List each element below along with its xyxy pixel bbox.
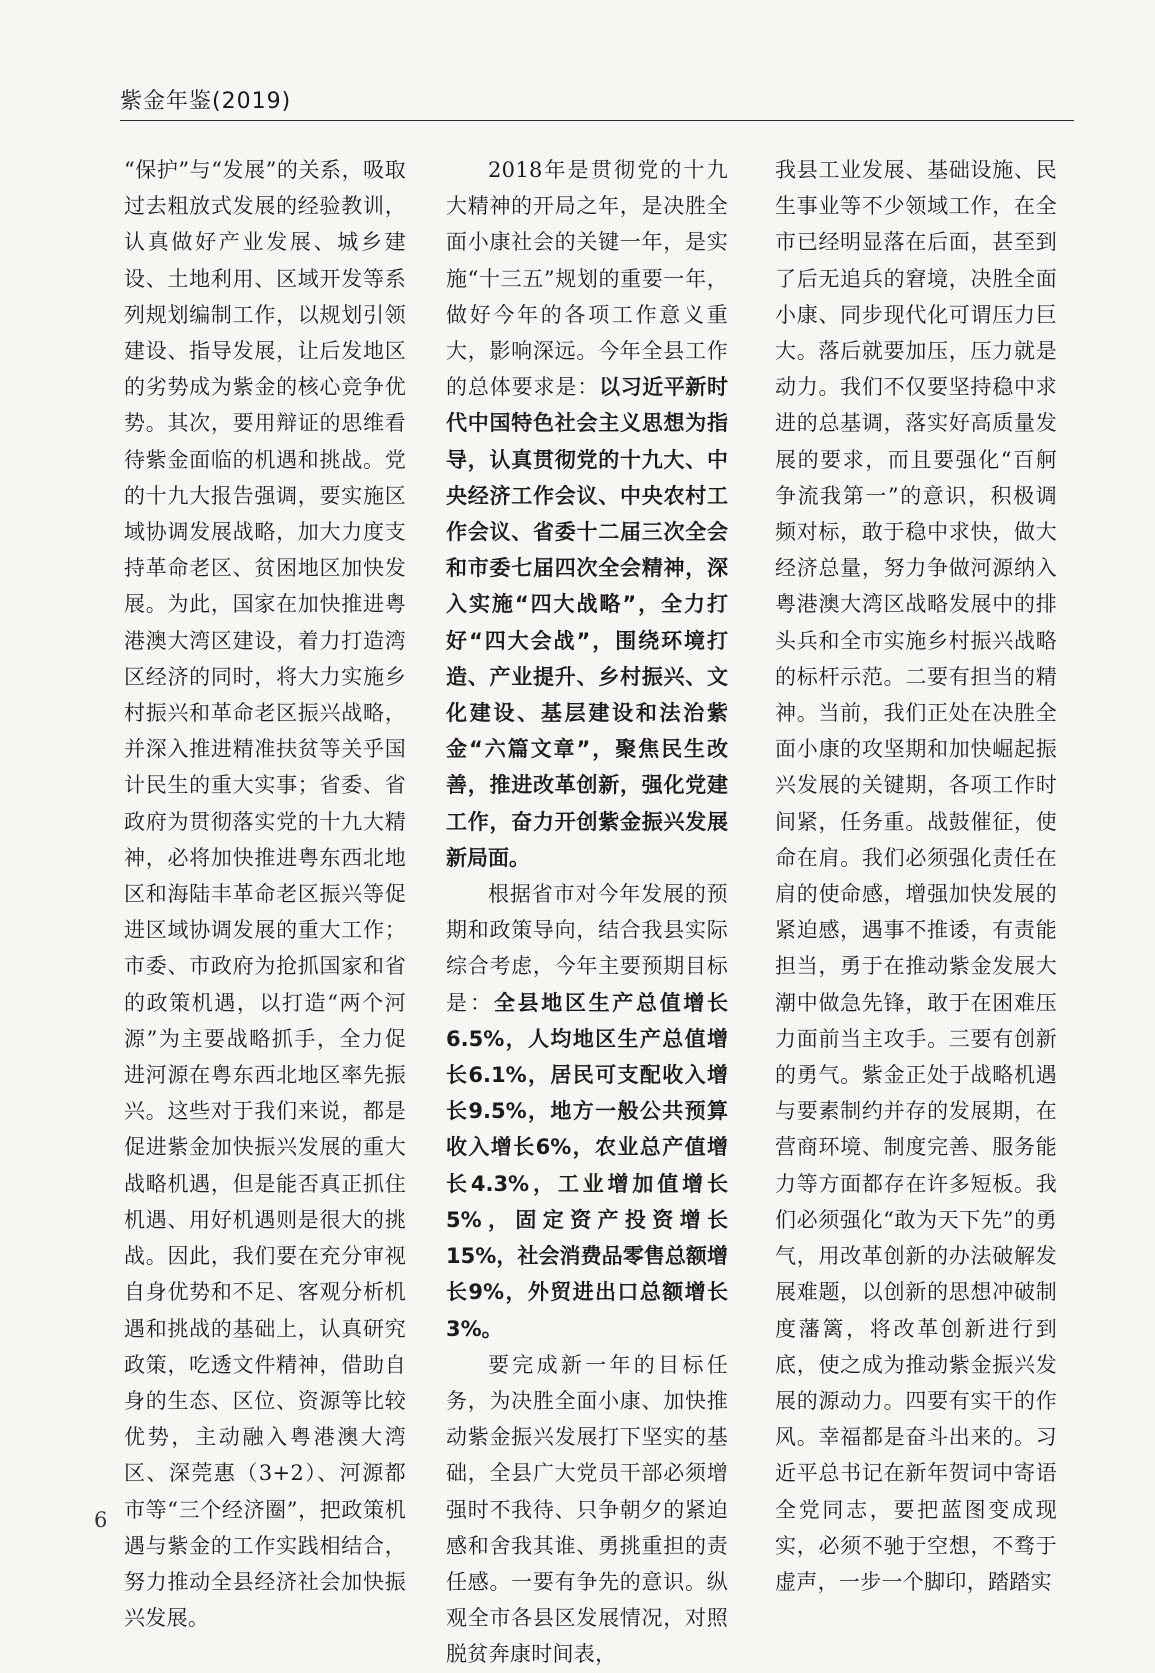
paragraph-text: 根据省市对今年发展的预期和政策导向，结合我县实际综合考虑，今年主要预期目标是： xyxy=(446,882,728,1015)
bold-targets-text: 全县地区生产总值增长6.5%，人均地区生产总值增长6.1%，居民可支配收入增长9.5%，地方一般公共预算收入增长6%，农业总产值增长4.3%，工业增加值增长5%，固定资产投资增长15%，社会消费品零售总额增长9%，外贸进出口总额增长3%。 xyxy=(446,990,728,1341)
text-column-right xyxy=(775,152,1057,1600)
paragraph xyxy=(446,152,728,876)
running-header: 紫金年鉴(2019) xyxy=(120,89,292,114)
text-column-left xyxy=(124,152,406,1636)
paragraph xyxy=(446,876,728,1347)
paragraph: 要完成新一年的目标任务，为决胜全面小康、加快推动紫金振兴发展打下坚实的基础，全县广大党员干部必须增强时不我待、只争朝夕的紧迫感和舍我其谁、勇挑重担的责任感。一要有争先的意识。纵观全市各县区发展情况，对照脱贫奔康时间表， xyxy=(446,1352,728,1667)
page-number: 6 xyxy=(94,1508,108,1532)
text-column-middle xyxy=(446,152,728,1673)
paragraph-text: 2018年是贯彻党的十九大精神的开局之年，是决胜全面小康社会的关键一年，是实施“十三五”规划的重要一年，做好今年的各项工作意义重大，影响深远。今年全县工作的总体要求是： xyxy=(446,158,728,400)
bold-requirement-text: 以习近平新时代中国特色社会主义思想为指导，认真贯彻党的十九大、中央经济工作会议、中央农村工作会议、省委十二届三次全会和市委七届四次全会精神，深入实施“四大战略”，全力打好“四大会战”，围绕环境打造、产业提升、乡村振兴、文化建设、基层建设和法治紫金“六篇文章”，聚焦民生改善，推进改革创新，强化党建工作，奋力开创紫金振兴发展新局面。 xyxy=(446,375,728,870)
paragraph: 我县工业发展、基础设施、民生事业等不少领域工作，在全市已经明显落在后面，甚至到了后无追兵的窘境，决胜全面小康、同步现代化可谓压力巨大。落后就要加压，压力就是动力。我们不仅要坚持稳中求进的总基调，落实好高质量发展的要求，而且要强化“百舸争流我第一”的意识，积极调频对标，敢于稳中求快，做大经济总量，努力争做河源纳入粤港澳大湾区战略发展中的排头兵和全市实施乡村振兴战略的标杆示范。二要有担当的精神。当前，我们正处在决胜全面小康的攻坚期和加快崛起振兴发展的关键期，各项工作时间紧，任务重。战鼓催征，使命在肩。我们必须强化责任在肩的使命感，增强加快发展的紧迫感，遇事不推诿，有责能担当，勇于在推动紫金发展大潮中做急先锋，敢于在困难压力面前当主攻手。三要有创新的勇气。紫金正处于战略机遇与要素制约并存的发展期，在营商环境、制度完善、服务能力等方面都存在许多短板。我们必须强化“敢为天下先”的勇气，用改革创新的办法破解发展难题，以创新的思想冲破制度藩篱，将改革创新进行到底，使之成为推动紫金振兴发展的源动力。四要有实干的作风。幸福都是奋斗出来的。习近平总书记在新年贺词中寄语全党同志，要把蓝图变成现实，必须不驰于空想，不骛于虚声，一步一个脚印，踏踏实 xyxy=(775,158,1057,1594)
header-rule xyxy=(120,120,1074,121)
paragraph: “保护”与“发展”的关系，吸取过去粗放式发展的经验教训，认真做好产业发展、城乡建设、土地利用、区域开发等系列规划编制工作，以规划引领建设、指导发展，让后发地区的劣势成为紫金的核心竞争优势。其次，要用辩证的思维看待紫金面临的机遇和挑战。党的十九大报告强调，要实施区域协调发展战略，加大力度支持革命老区、贫困地区加快发展。为此，国家在加快推进粤港澳大湾区建设，着力打造湾区经济的同时，将大力实施乡村振兴和革命老区振兴战略，并深入推进精准扶贫等关乎国计民生的重大实事；省委、省政府为贯彻落实党的十九大精神，必将加快推进粤东西北地区和海陆丰革命老区振兴等促进区域协调发展的重大工作；市委、市政府为抢抓国家和省的政策机遇，以打造“两个河源”为主要战略抓手，全力促进河源在粤东西北地区率先振兴。这些对于我们来说，都是促进紫金加快振兴发展的重大战略机遇，但是能否真正抓住机遇、用好机遇则是很大的挑战。因此，我们要在充分审视自身优势和不足、客观分析机遇和挑战的基础上，认真研究政策，吃透文件精神，借助自身的生态、区位、资源等比较优势，主动融入粤港澳大湾区、深莞惠（3+2）、河源都市等“三个经济圈”，把政策机遇与紫金的工作实践相结合，努力推动全县经济社会加快振兴发展。 xyxy=(124,158,406,1631)
